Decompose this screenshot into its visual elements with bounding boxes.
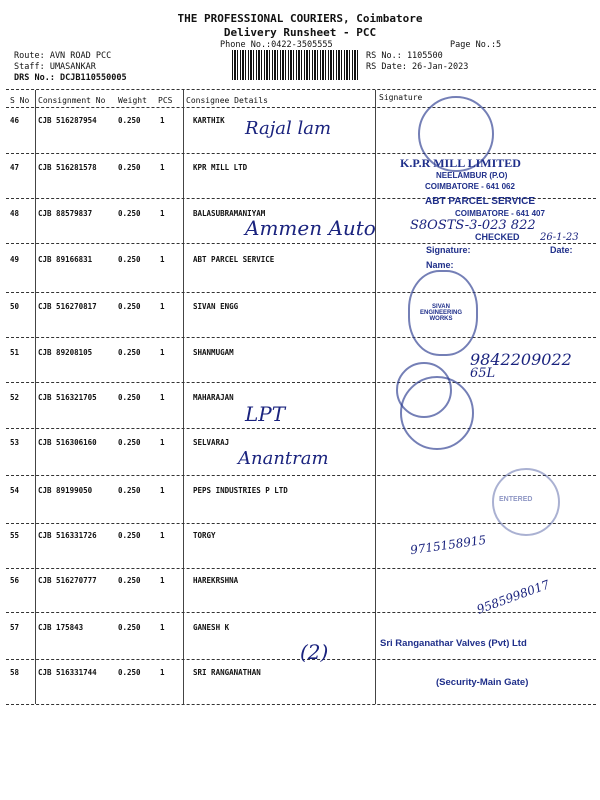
- staff: Staff: UMASANKAR: [14, 62, 96, 72]
- row-consignment: CJB 516270817: [38, 302, 97, 311]
- row-consignee: ABT PARCEL SERVICE: [193, 255, 275, 264]
- row51-handwritten-extra: 65L: [470, 366, 496, 381]
- row-rule: [6, 243, 596, 244]
- row-consignee: KPR MILL LTD: [193, 163, 248, 172]
- row-weight: 0.250: [118, 209, 141, 218]
- row-sno: 56: [10, 576, 20, 585]
- row-pcs: 1: [160, 393, 165, 402]
- kpr-stamp-place: NEELAMBUR (P.O): [436, 171, 508, 180]
- row-consignment: CJB 89208105: [38, 348, 93, 357]
- row-consignment: CJB 516306160: [38, 438, 97, 447]
- row-pcs: 1: [160, 255, 165, 264]
- row-pcs: 1: [160, 531, 165, 540]
- row-pcs: 1: [160, 348, 165, 357]
- rs-date: RS Date: 26-Jan-2023: [366, 62, 469, 72]
- row-consignment: CJB 175843: [38, 623, 84, 632]
- row-sno: 48: [10, 209, 20, 218]
- row-rule: [6, 153, 596, 154]
- barcode: [232, 50, 360, 80]
- row-weight: 0.250: [118, 438, 141, 447]
- rs-number: RS No.: 1105500: [366, 51, 443, 61]
- row48-handwritten-date: 26-1-23: [540, 232, 579, 243]
- row56-handwritten-phone: 9585998017: [474, 577, 552, 617]
- row-weight: 0.250: [118, 116, 141, 125]
- security-gate-stamp: (Security-Main Gate): [436, 677, 529, 688]
- row-weight: 0.250: [118, 668, 141, 677]
- row-weight: 0.250: [118, 393, 141, 402]
- row-sno: 54: [10, 486, 20, 495]
- entered-stamp-text: ENTERED: [499, 496, 533, 503]
- abt-stamp-checked: CHECKED: [475, 232, 520, 242]
- signature-row57: (2): [300, 640, 329, 664]
- signature-row48: Ammen Auto: [245, 216, 376, 240]
- row-consignment: CJB 516287954: [38, 116, 97, 125]
- row-sno: 46: [10, 116, 20, 125]
- row-pcs: 1: [160, 668, 165, 677]
- row-weight: 0.250: [118, 255, 141, 264]
- row-rule: [6, 428, 596, 429]
- row-pcs: 1: [160, 163, 165, 172]
- row-consignment: CJB 88579837: [38, 209, 93, 218]
- row-consignee: MAHARAJAN: [193, 393, 234, 402]
- col-consignment: Consignment No: [38, 96, 106, 105]
- row-consignment: CJB 516321705: [38, 393, 97, 402]
- row-consignment: CJB 89166831: [38, 255, 93, 264]
- row-weight: 0.250: [118, 486, 141, 495]
- row-pcs: 1: [160, 438, 165, 447]
- row-rule: [6, 612, 596, 613]
- row-consignee: SELVARAJ: [193, 438, 230, 447]
- row48-handwritten-number: S8OSTS-3-023 822: [410, 218, 536, 233]
- row-consignment: CJB 89199050: [38, 486, 93, 495]
- row-consignee: KARTHIK: [193, 116, 225, 125]
- row-consignee: PEPS INDUSTRIES P LTD: [193, 486, 288, 495]
- row-pcs: 1: [160, 116, 165, 125]
- row-sno: 55: [10, 531, 20, 540]
- col-signature: Signature: [379, 93, 423, 102]
- row-sno: 51: [10, 348, 20, 357]
- signature-row46: Rajal lam: [245, 118, 332, 139]
- row-sno: 52: [10, 393, 20, 402]
- row-pcs: 1: [160, 623, 165, 632]
- row-consignment: CJB 516270777: [38, 576, 97, 585]
- sri-ranganathar-stamp: Sri Ranganathar Valves (Pvt) Ltd: [380, 638, 527, 649]
- kpr-stamp-name: K.P.R MILL LIMITED: [400, 156, 521, 170]
- row-rule: [6, 568, 596, 569]
- row-consignee: TORGY: [193, 531, 216, 540]
- row-weight: 0.250: [118, 531, 141, 540]
- row-pcs: 1: [160, 302, 165, 311]
- row-consignee: SIVAN ENGG: [193, 302, 239, 311]
- row55-handwritten-phone: 9715158915: [409, 532, 487, 558]
- company-title: THE PROFESSIONAL COURIERS, Coimbatore: [177, 12, 423, 25]
- row-rule: [6, 704, 596, 705]
- row-weight: 0.250: [118, 163, 141, 172]
- row51-handwritten-phone: 9842209022: [470, 350, 572, 369]
- row-weight: 0.250: [118, 302, 141, 311]
- row-consignee: SRI RANGANATHAN: [193, 668, 261, 677]
- row-sno: 49: [10, 255, 20, 264]
- row-consignee: BALASUBRAMANIYAM: [193, 209, 266, 218]
- row-weight: 0.250: [118, 623, 141, 632]
- row-sno: 53: [10, 438, 20, 447]
- sivan-stamp-text: SIVAN ENGINEERING WORKS: [419, 304, 462, 322]
- row-pcs: 1: [160, 576, 165, 585]
- col-sno: S No: [10, 96, 30, 105]
- col-pcs: PCS: [158, 96, 173, 105]
- page-number: Page No.:5: [450, 40, 502, 50]
- row-consignment: CJB 516331726: [38, 531, 97, 540]
- abt-stamp-name: ABT PARCEL SERVICE: [425, 196, 536, 207]
- signature-row52: LPT: [245, 402, 286, 426]
- abt-stamp-signature-label: Signature:: [426, 245, 471, 255]
- row-consignee: HAREKRSHNA: [193, 576, 239, 585]
- abt-stamp-city: COIMBATORE - 641 407: [455, 209, 545, 218]
- row-consignment: CJB 516331744: [38, 668, 97, 677]
- row-consignment: CJB 516281578: [38, 163, 97, 172]
- row-pcs: 1: [160, 209, 165, 218]
- col-consignee: Consignee Details: [186, 96, 268, 105]
- col-weight: Weight: [118, 96, 147, 105]
- drs-number: DRS No.: DCJB110550005: [14, 73, 127, 83]
- row-rule: [6, 337, 596, 338]
- row-sno: 58: [10, 668, 20, 677]
- header-top-rule: [6, 89, 596, 90]
- phone-number: Phone No.:0422-3505555: [220, 40, 333, 50]
- row-weight: 0.250: [118, 348, 141, 357]
- row-rule: [6, 292, 596, 293]
- abt-stamp-date-label: Date:: [550, 245, 573, 255]
- row-sno: 50: [10, 302, 20, 311]
- round-stamp-row52: [400, 376, 474, 450]
- row-pcs: 1: [160, 486, 165, 495]
- row-rule: [6, 382, 596, 383]
- row-weight: 0.250: [118, 576, 141, 585]
- kpr-stamp-city: COIMBATORE - 641 062: [425, 182, 515, 191]
- runsheet-title: Delivery Runsheet - PCC: [223, 26, 377, 39]
- signature-row53: Anantram: [238, 448, 329, 469]
- row-sno: 47: [10, 163, 20, 172]
- row-sno: 57: [10, 623, 20, 632]
- abt-stamp-name-label: Name:: [426, 260, 454, 270]
- row-consignee: GANESH K: [193, 623, 230, 632]
- row-consignee: SHANMUGAM: [193, 348, 234, 357]
- route: Route: AVN ROAD PCC: [14, 51, 112, 61]
- header-bottom-rule: [6, 107, 596, 108]
